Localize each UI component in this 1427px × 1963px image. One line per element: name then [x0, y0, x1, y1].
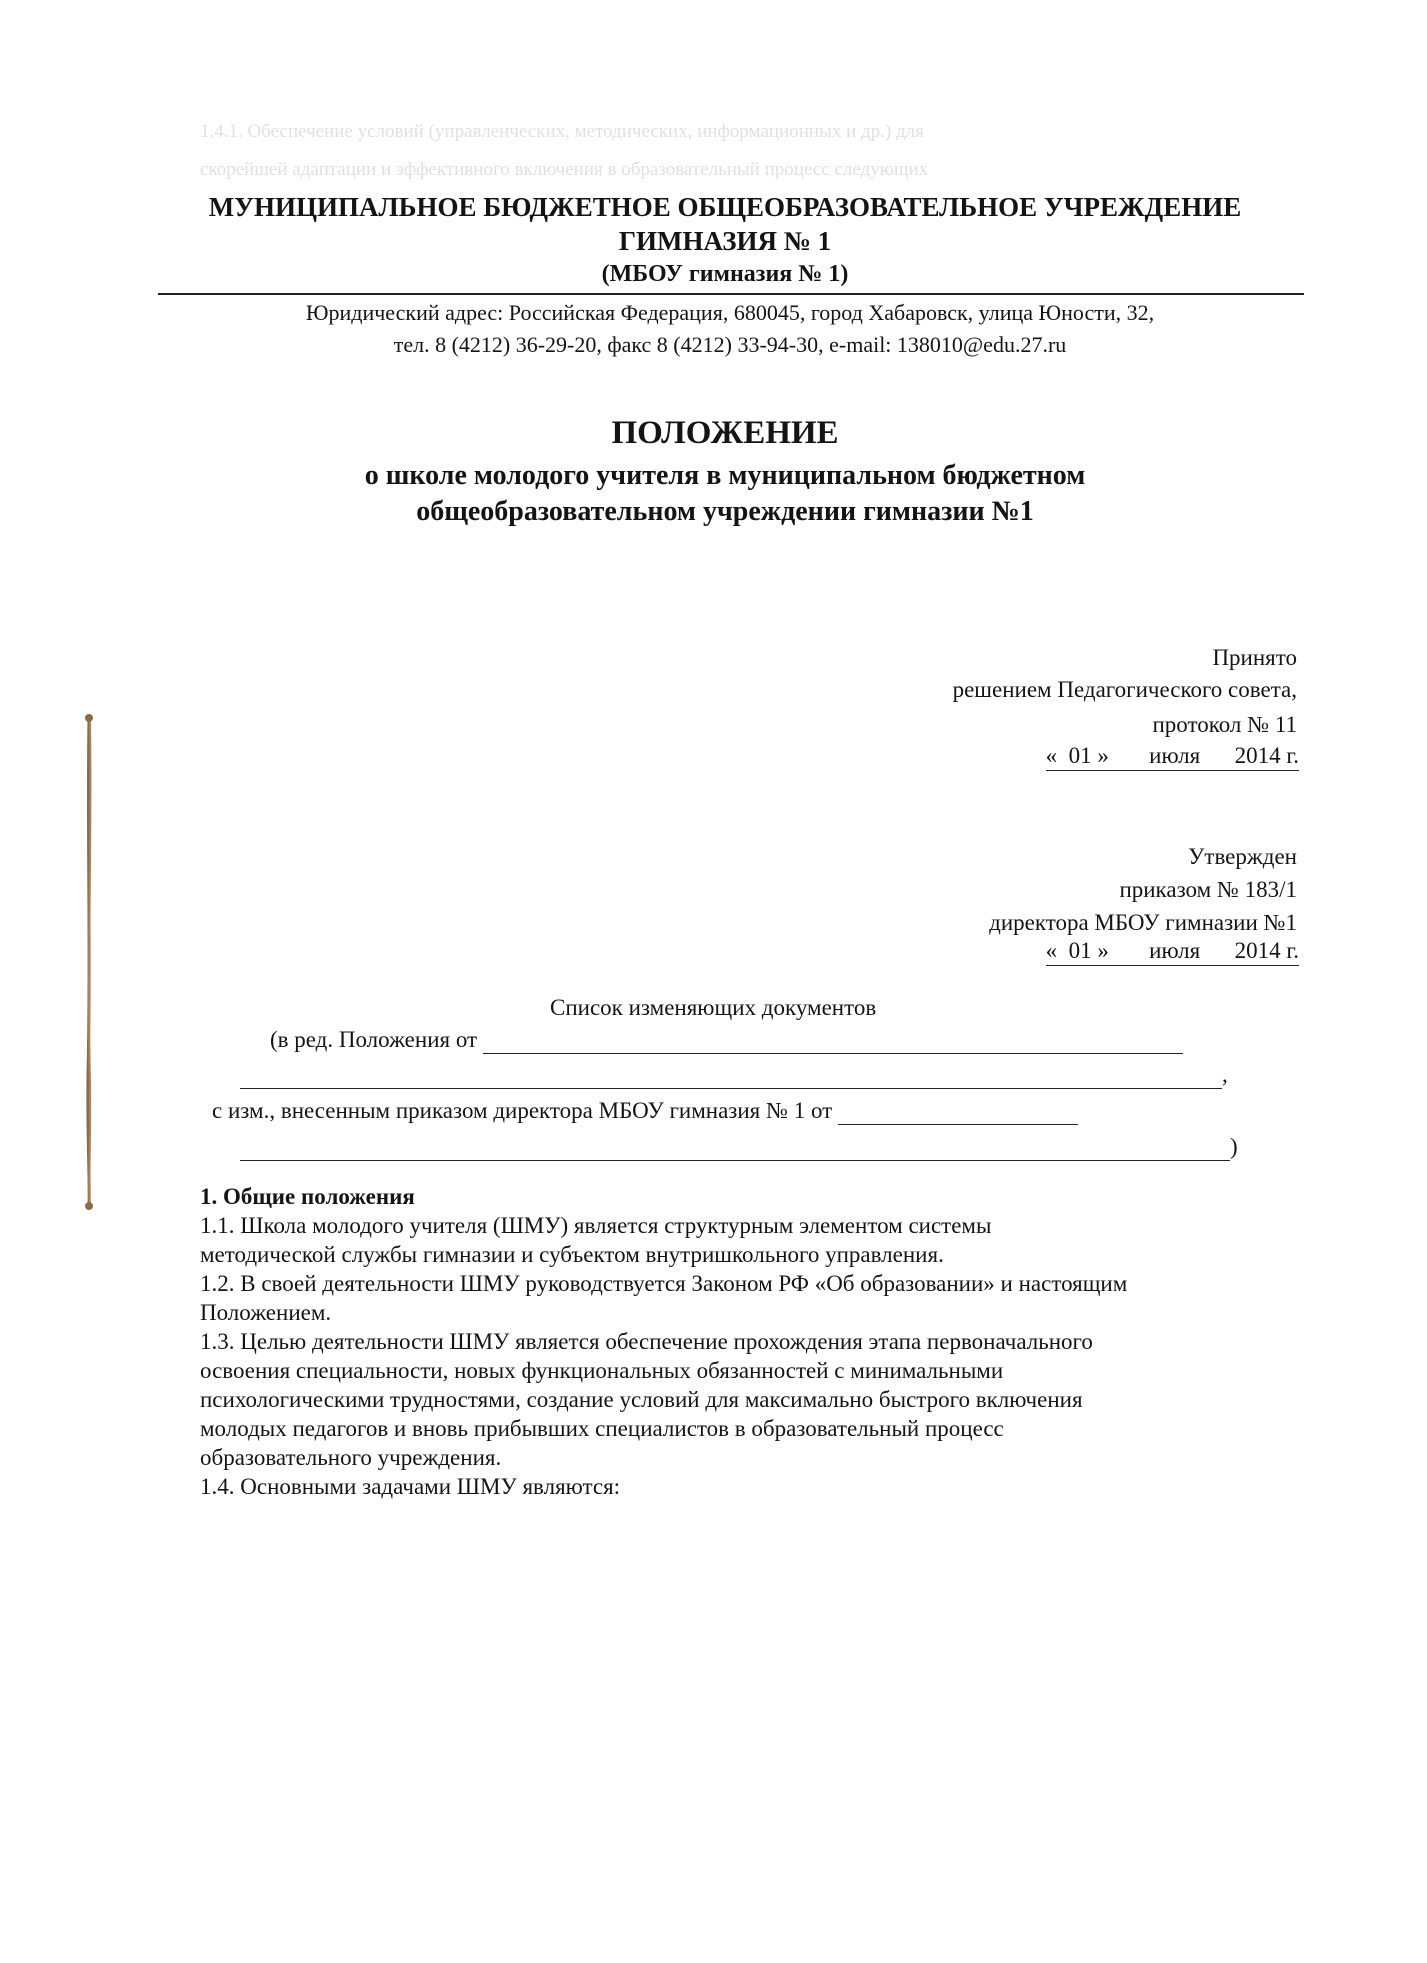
para-1-3-line3: психологическими трудностями, создание условий для максимально быстрого включения [200, 1387, 1083, 1412]
header-divider [158, 293, 1304, 295]
document-subtitle-line2: общеобразовательном учреждении гимназии №1 [416, 496, 1034, 527]
amend-close-paren: ) [1230, 1134, 1238, 1159]
edition-comma: , [1222, 1062, 1228, 1087]
adopted-date: « 01 » июля 2014 г. [1046, 743, 1299, 771]
section-heading: 1. Общие положения [200, 1184, 415, 1209]
contacts: тел. 8 (4212) 36-29-20, факс 8 (4212) 33-94-30, e-mail: 138010@edu.27.ru [393, 332, 1067, 357]
amend-blank-2 [240, 1136, 1230, 1161]
para-1-2-line1: 1.2. В своей деятельности ШМУ руководствуется Законом РФ «Об образовании» и настоящим [200, 1271, 1128, 1296]
edition-line [270, 1025, 1270, 1054]
org-name-line1: МУНИЦИПАЛЬНОЕ БЮДЖЕТНОЕ ОБЩЕОБРАЗОВАТЕЛЬНОЕ УЧРЕЖДЕНИЕ [208, 192, 1242, 222]
approved-label: Утвержден [1188, 844, 1297, 869]
adopted-by: решением Педагогического совета, [952, 677, 1297, 702]
document-subtitle-line1: о школе молодого учителя в муниципальном бюджетном [364, 460, 1086, 491]
para-1-3-line4: молодых педагогов и вновь прибывших специалистов в образовательный процесс [200, 1416, 1004, 1441]
edition-prefix: (в ред. Положения от [270, 1027, 478, 1052]
para-1-3-line1: 1.3. Целью деятельности ШМУ является обеспечение прохождения этапа первоначального [200, 1329, 1093, 1354]
approved-by: директора МБОУ гимназии №1 [989, 910, 1297, 935]
section-general-provisions [200, 1182, 1300, 1501]
org-short-name: (МБОУ гимназия № 1) [601, 261, 849, 287]
legal-address: Юридический адрес: Российская Федерация, 680045, город Хабаровск, улица Юности, 32, [305, 300, 1155, 325]
edition-continuation [240, 1060, 1240, 1089]
amend-blank [838, 1100, 1078, 1125]
para-1-3-line2: освоения специальности, новых функциональных обязанностей с минимальными [200, 1358, 1004, 1383]
adopted-label: Принято [1212, 645, 1297, 670]
binding-string-icon [84, 712, 94, 1212]
org-name-line2: ГИМНАЗИЯ № 1 [618, 226, 832, 256]
para-1-2-line2: Положением. [200, 1300, 332, 1325]
show-through-backside: 1.4.1. Обеспечение условий (управленческих, методических, информационных и др.) для скорейшей адаптации и эффективного включения в образовательный процесс следующих [200, 121, 929, 180]
edition-blank-2 [240, 1064, 1222, 1089]
para-1-1-line2: методической службы гимназии и субъектом внутришкольного управления. [200, 1242, 944, 1267]
changes-title: Список изменяющих документов [550, 995, 877, 1020]
amend-prefix: с изм., внесенным приказом директора МБОУ гимназия № 1 от [212, 1098, 833, 1123]
approved-order: приказом № 183/1 [1119, 877, 1297, 902]
amend-continuation [240, 1132, 1240, 1161]
document-title: ПОЛОЖЕНИЕ [611, 415, 839, 451]
approved-date: « 01 » июля 2014 г. [1046, 938, 1299, 966]
amend-line [212, 1096, 1272, 1125]
para-1-1-line1: 1.1. Школа молодого учителя (ШМУ) является структурным элементом системы [200, 1213, 992, 1238]
adopted-protocol: протокол № 11 [1152, 712, 1297, 737]
para-1-4: 1.4. Основными задачами ШМУ являются: [200, 1474, 621, 1499]
edition-blank [483, 1029, 1183, 1054]
para-1-3-line5: образовательного учреждения. [200, 1445, 502, 1470]
